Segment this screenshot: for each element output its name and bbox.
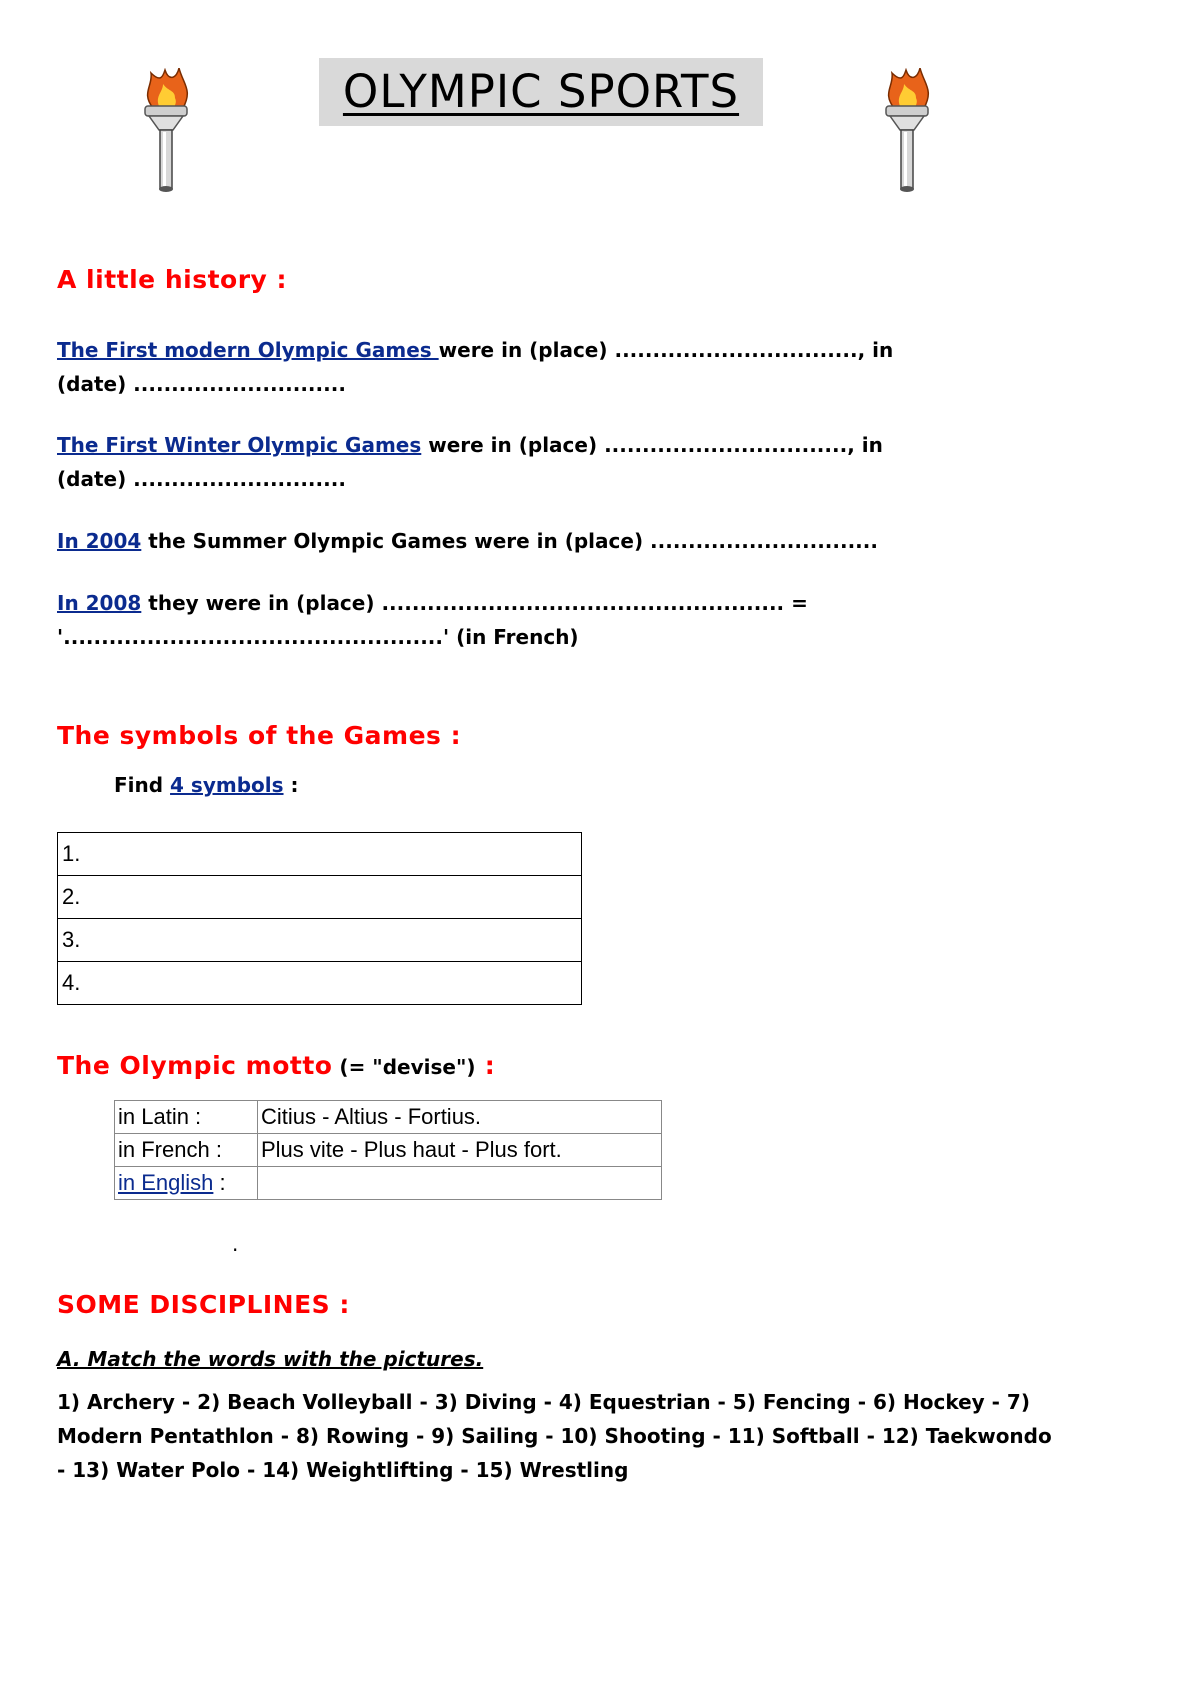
table-row <box>58 962 582 1005</box>
in-2004-link[interactable]: In 2004 <box>57 529 142 553</box>
history-line-1-text: were in (place) ................................, in <box>438 338 894 362</box>
disciplines-line-3: - 13) Water Polo - 14) Weightlifting - 15) Wrestling <box>57 1458 629 1482</box>
stray-dot: . <box>232 1232 239 1256</box>
motto-table <box>114 1100 662 1200</box>
motto-english-colon: : <box>213 1170 226 1195</box>
history-heading: A little history : <box>57 265 288 294</box>
torch-icon-left <box>131 68 201 198</box>
symbol-cell-4[interactable]: 4. <box>58 962 582 1005</box>
disciplines-line-2: Modern Pentathlon - 8) Rowing - 9) Sailing - 10) Shooting - 11) Softball - 12) Taekwondo <box>57 1424 1052 1448</box>
history-line-2b: (date) ............................ <box>57 467 346 491</box>
in-english-link[interactable]: in English <box>118 1170 214 1195</box>
motto-label-latin: in Latin : <box>115 1101 258 1134</box>
motto-label-english <box>115 1167 258 1200</box>
motto-heading-red: The Olympic motto <box>57 1051 333 1080</box>
first-winter-games-link[interactable]: The First Winter Olympic Games <box>57 433 422 457</box>
table-row <box>115 1101 662 1134</box>
table-row <box>58 833 582 876</box>
four-symbols-link[interactable]: 4 symbols <box>170 773 284 797</box>
motto-value-english[interactable] <box>258 1167 662 1200</box>
table-row <box>115 1167 662 1200</box>
history-line-4-text: they were in (place) ..................................................... = <box>141 591 808 615</box>
first-modern-games-link[interactable]: The First modern Olympic Games <box>57 338 439 362</box>
symbols-heading: The symbols of the Games : <box>57 721 462 750</box>
history-line-4 <box>57 586 1177 620</box>
history-line-3-text: the Summer Olympic Games were in (place) .............................. <box>141 529 878 553</box>
in-2008-link[interactable]: In 2008 <box>57 591 142 615</box>
disciplines-heading: SOME DISCIPLINES : <box>57 1290 350 1319</box>
motto-heading <box>57 1051 495 1080</box>
symbols-instruction <box>114 768 514 802</box>
history-line-1b: (date) ............................ <box>57 372 346 396</box>
disciplines-line-1: 1) Archery - 2) Beach Volleyball - 3) Diving - 4) Equestrian - 5) Fencing - 6) Hockey - 7) <box>57 1390 1030 1414</box>
motto-label-french: in French : <box>115 1134 258 1167</box>
history-line-3 <box>57 524 1177 558</box>
symbol-cell-3[interactable]: 3. <box>58 919 582 962</box>
torch-icon-right <box>872 68 942 198</box>
symbols-find-colon: : <box>283 773 299 797</box>
page-title: OLYMPIC SPORTS <box>319 58 763 126</box>
motto-heading-devise: (= "devise") <box>332 1055 476 1079</box>
history-line-2-text: were in (place) ................................, in <box>421 433 883 457</box>
table-row <box>58 876 582 919</box>
table-row <box>115 1134 662 1167</box>
motto-heading-colon: : <box>475 1051 496 1080</box>
symbol-cell-1[interactable]: 1. <box>58 833 582 876</box>
symbol-cell-2[interactable]: 2. <box>58 876 582 919</box>
motto-value-latin: Citius - Altius - Fortius. <box>258 1101 662 1134</box>
disciplines-subheading: A. Match the words with the pictures. <box>57 1347 484 1371</box>
motto-value-french: Plus vite - Plus haut - Plus fort. <box>258 1134 662 1167</box>
symbols-find-text: Find <box>114 773 171 797</box>
history-line-4b: '..................................................' (in French) <box>57 625 579 649</box>
history-line-2 <box>57 428 1177 462</box>
history-line-1 <box>57 333 1177 367</box>
symbols-table <box>57 832 582 1005</box>
table-row <box>58 919 582 962</box>
